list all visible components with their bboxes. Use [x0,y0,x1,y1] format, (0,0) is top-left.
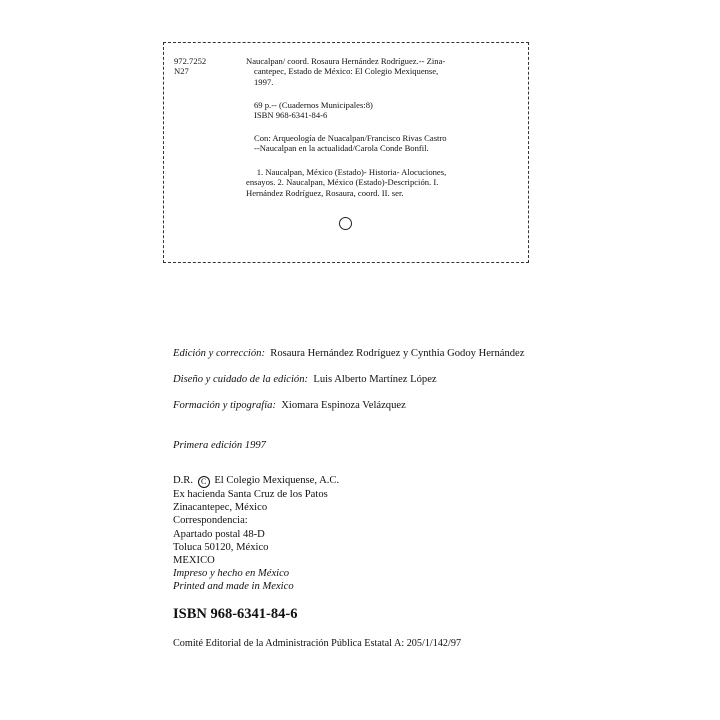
credit-label: Formación y tipografía: [173,400,276,411]
main-entry-line: Naucalpan/ coord. Rosaura Hernández Rodríguez.-- Zina- [246,56,446,66]
subject-line: Hernández Rodríguez, Rosaura, coord. II. ser. [246,187,404,198]
credit-row [173,400,524,426]
subject-line: ensayos. 2. Naucalpan, México (Estado)-Descripción. I. [246,177,439,188]
printed-note-es: Impreso y hecho en México [173,568,290,580]
credit-row [173,374,524,400]
credit-value: Xiomara Espinoza Velázquez [281,400,406,411]
contents-note [246,133,518,154]
copyright-prefix: D.R. [173,475,194,486]
subject-line: 1. Naucalpan, México (Estado)- Historia- Alocuciones, [246,167,447,177]
card-punch-hole [339,217,352,230]
collation [254,100,514,121]
main-entry [246,56,518,87]
printed-note-en: Printed and made in Mexico [173,581,294,593]
catalog-card [163,42,529,263]
editorial-committee-note: Comité Editorial de la Administración Pública Estatal A: 205/1/142/97 [173,638,462,649]
copyright-line [173,474,339,488]
copyright-holder: El Colegio Mexiquense, A.C. [214,475,340,486]
credit-value: Luis Alberto Martínez López [313,374,437,385]
address-line: Apartado postal 48-D [173,528,265,540]
main-entry-line: cantepec, Estado de México: El Colegio Mexiquense, [254,66,439,77]
address-line: Zinacantepec, México [173,502,268,514]
credits-block [173,348,524,426]
class-number [174,56,206,77]
credit-value: Rosaura Hernández Rodríguez y Cynthia Godoy Hernández [270,348,525,359]
contents-note-line: --Naucalpan en la actualidad/Carola Conde Bonfil. [254,143,429,154]
address-line: MEXICO [173,555,215,567]
address-line: Toluca 50120, México [173,541,269,553]
collation-line: ISBN 968-6341-84-6 [254,110,328,121]
collation-line: 69 p.-- (Cuadernos Municipales:8) [254,100,373,110]
edition-note: Primera edición 1997 [173,440,266,451]
main-entry-line: 1997. [254,76,274,87]
contents-note-line: Con: Arqueología de Nuacalpan/Francisco Rivas Castro [254,133,447,143]
copyright-icon: C [198,476,210,488]
subject-headings [246,167,521,198]
class-number-line: 972.7252 [174,56,207,66]
address-line: Correspondencia: [173,515,248,527]
copyright-block [173,474,339,594]
isbn: ISBN 968-6341-84-6 [173,606,298,622]
class-number-line: N27 [174,66,189,77]
credit-label: Diseño y cuidado de la edición: [173,374,309,385]
credit-row [173,348,524,374]
credit-label: Edición y corrección: [173,348,265,359]
address-line: Ex hacienda Santa Cruz de los Patos [173,489,328,500]
